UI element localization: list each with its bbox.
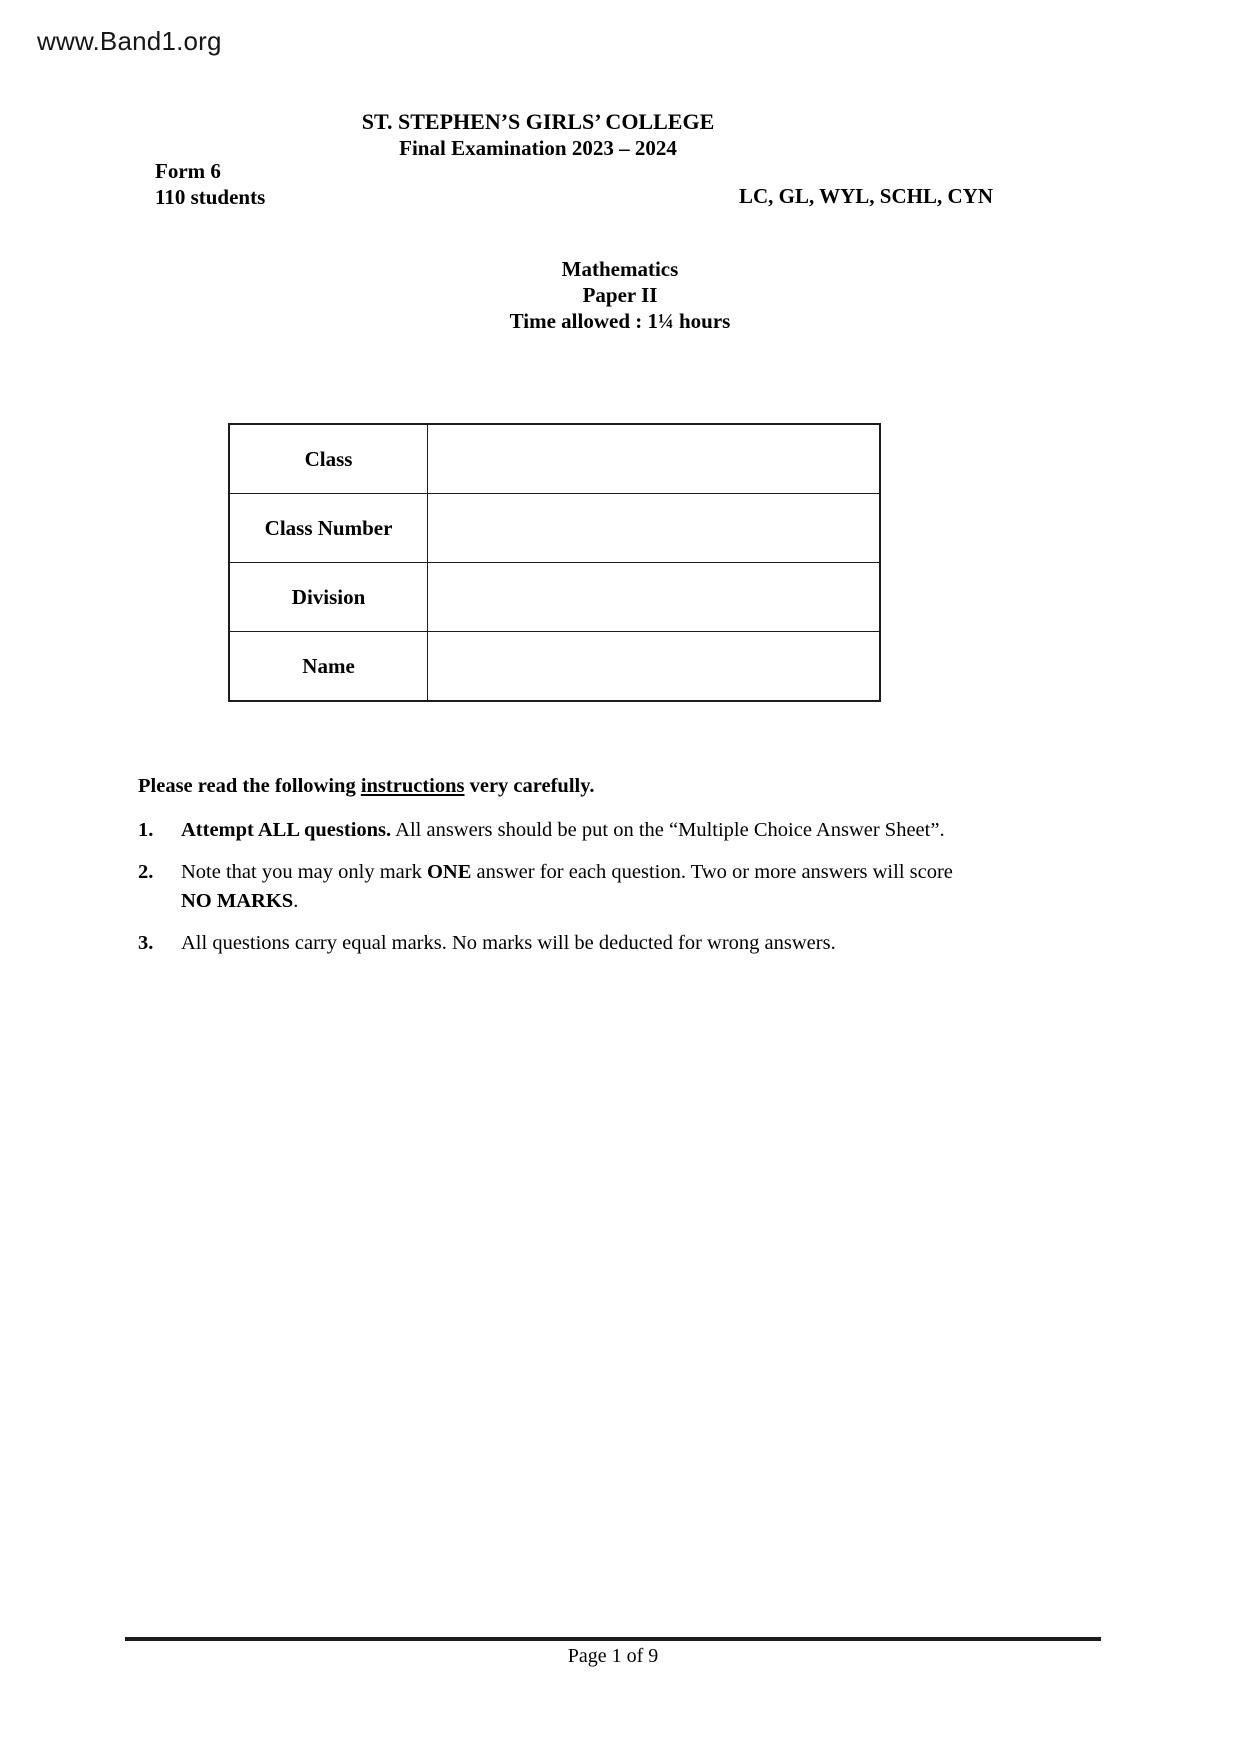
text-segment: All answers should be put on the “Multiple Choice Answer Sheet”. bbox=[391, 819, 945, 841]
time-allowed: Time allowed : 1¼ hours bbox=[509, 309, 731, 333]
table-row bbox=[229, 494, 880, 563]
class-label: Class bbox=[229, 424, 428, 494]
table-row bbox=[229, 424, 880, 494]
name-value-cell bbox=[428, 632, 880, 702]
instruction-item bbox=[138, 858, 983, 916]
table-row bbox=[229, 563, 880, 632]
class-number-label: Class Number bbox=[229, 494, 428, 563]
student-count: 110 students bbox=[155, 185, 266, 209]
instructions-list bbox=[138, 816, 983, 958]
instruction-number: 1. bbox=[138, 819, 154, 841]
student-info-table bbox=[228, 423, 881, 702]
school-name: ST. STEPHEN’S GIRLS’ COLLEGE bbox=[361, 109, 715, 134]
paper-number: Paper II bbox=[582, 283, 658, 307]
text-segment: Please read the following bbox=[138, 775, 361, 797]
text-segment: NO MARKS bbox=[181, 890, 294, 912]
instructions-section bbox=[138, 772, 983, 971]
instruction-number: 2. bbox=[138, 861, 154, 883]
text-segment: All questions carry equal marks. No marks will be deducted for wrong answers. bbox=[181, 932, 836, 954]
title-block bbox=[0, 108, 1076, 161]
form-level: Form 6 bbox=[155, 159, 221, 183]
instruction-text bbox=[181, 816, 983, 845]
text-segment: instructions bbox=[360, 775, 465, 797]
subject-name: Mathematics bbox=[561, 257, 679, 281]
name-label: Name bbox=[229, 632, 428, 702]
instructions-heading bbox=[138, 772, 983, 801]
text-segment: . bbox=[293, 890, 299, 912]
page-number: Page 1 of 9 bbox=[567, 1645, 659, 1667]
exam-title: Final Examination 2023 – 2024 bbox=[399, 136, 677, 160]
text-segment: answer for each question. Two or more answers will score bbox=[471, 861, 953, 883]
class-number-value-cell bbox=[428, 494, 880, 563]
text-segment: Attempt ALL questions. bbox=[181, 819, 392, 841]
footer-divider bbox=[125, 1637, 1101, 1641]
instruction-text bbox=[181, 929, 983, 958]
text-segment: very carefully. bbox=[464, 775, 595, 797]
watermark-url: www.Band1.org bbox=[37, 26, 222, 56]
subject-block bbox=[0, 256, 1240, 334]
text-segment: Note that you may only mark bbox=[181, 861, 427, 883]
division-label: Division bbox=[229, 563, 428, 632]
class-value-cell bbox=[428, 424, 880, 494]
instruction-item bbox=[138, 929, 983, 958]
text-segment: ONE bbox=[426, 861, 472, 883]
instruction-item bbox=[138, 816, 983, 845]
form-info bbox=[155, 158, 265, 210]
instruction-number: 3. bbox=[138, 932, 154, 954]
teacher-initials: LC, GL, WYL, SCHL, CYN bbox=[739, 184, 993, 208]
instruction-text bbox=[181, 858, 983, 916]
table-row bbox=[229, 632, 880, 702]
division-value-cell bbox=[428, 563, 880, 632]
